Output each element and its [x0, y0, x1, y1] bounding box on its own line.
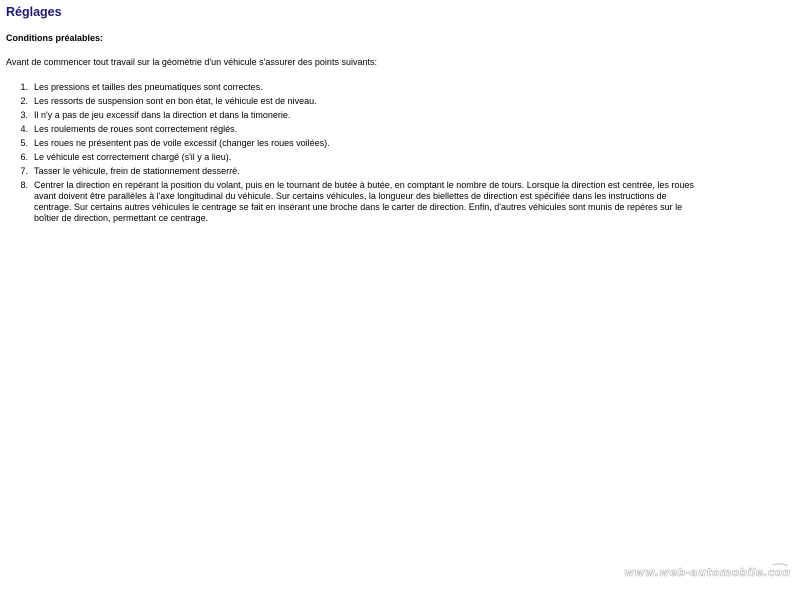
list-item-number: 4. — [20, 124, 28, 134]
steps-list — [0, 82, 700, 227]
list-item — [0, 110, 700, 121]
watermark-graphic — [622, 561, 790, 581]
list-item — [0, 124, 700, 135]
list-item-number: 3. — [20, 110, 28, 120]
list-item-number: 8. — [20, 180, 28, 190]
list-item — [0, 138, 700, 149]
intro-text: Avant de commencer tout travail sur la géomètrie d'un véhicule s'assurer des points suivants: — [6, 57, 377, 67]
list-item-text: Les roues ne présentent pas de voile excessif (changer les roues voilées). — [34, 138, 330, 148]
list-item-text: Les pressions et tailles des pneumatiques sont correctes. — [34, 82, 263, 92]
watermark-logo — [622, 561, 790, 581]
list-item-number: 1. — [20, 82, 28, 92]
list-item-text: Il n'y a pas de jeu excessif dans la direction et dans la timonerie. — [34, 110, 291, 120]
list-item-text: Centrer la direction en repérant la position du volant, puis en le tournant de butée à butée, en comptant le nombre de tours. Lorsque la direction est centrée, les roues avant doivent être parallèles à l'axe longitudinal du véhicule. Sur certains véhicules, la longueur des biellettes de direction est spécifiée dans les instructions de centrage. Sur certains autres véhicules le centrage se fait en insérant une broche dans le carter de direction. Enfin, d'autres véhicules sont munis de repères sur le boîtier de direction, permettant ce centrage. — [34, 180, 694, 223]
list-item — [0, 152, 700, 163]
watermark-text: www.web-automobile.com — [624, 566, 790, 579]
page-title: Réglages — [6, 5, 62, 19]
section-heading: Conditions préalables: — [6, 33, 104, 43]
list-item — [0, 180, 700, 224]
list-item-text: Tasser le véhicule, frein de stationnement desserré. — [34, 166, 240, 176]
list-item-number: 7. — [20, 166, 28, 176]
list-item-number: 5. — [20, 138, 28, 148]
list-item — [0, 166, 700, 177]
list-item-number: 2. — [20, 96, 28, 106]
list-item — [0, 96, 700, 107]
list-item-text: Le véhicule est correctement chargé (s'il y a lieu). — [34, 152, 232, 162]
list-item — [0, 82, 700, 93]
list-item-text: Les roulements de roues sont correctement réglés. — [34, 124, 238, 134]
list-item-number: 6. — [20, 152, 28, 162]
list-item-text: Les ressorts de suspension sont en bon état, le véhicule est de niveau. — [34, 96, 317, 106]
